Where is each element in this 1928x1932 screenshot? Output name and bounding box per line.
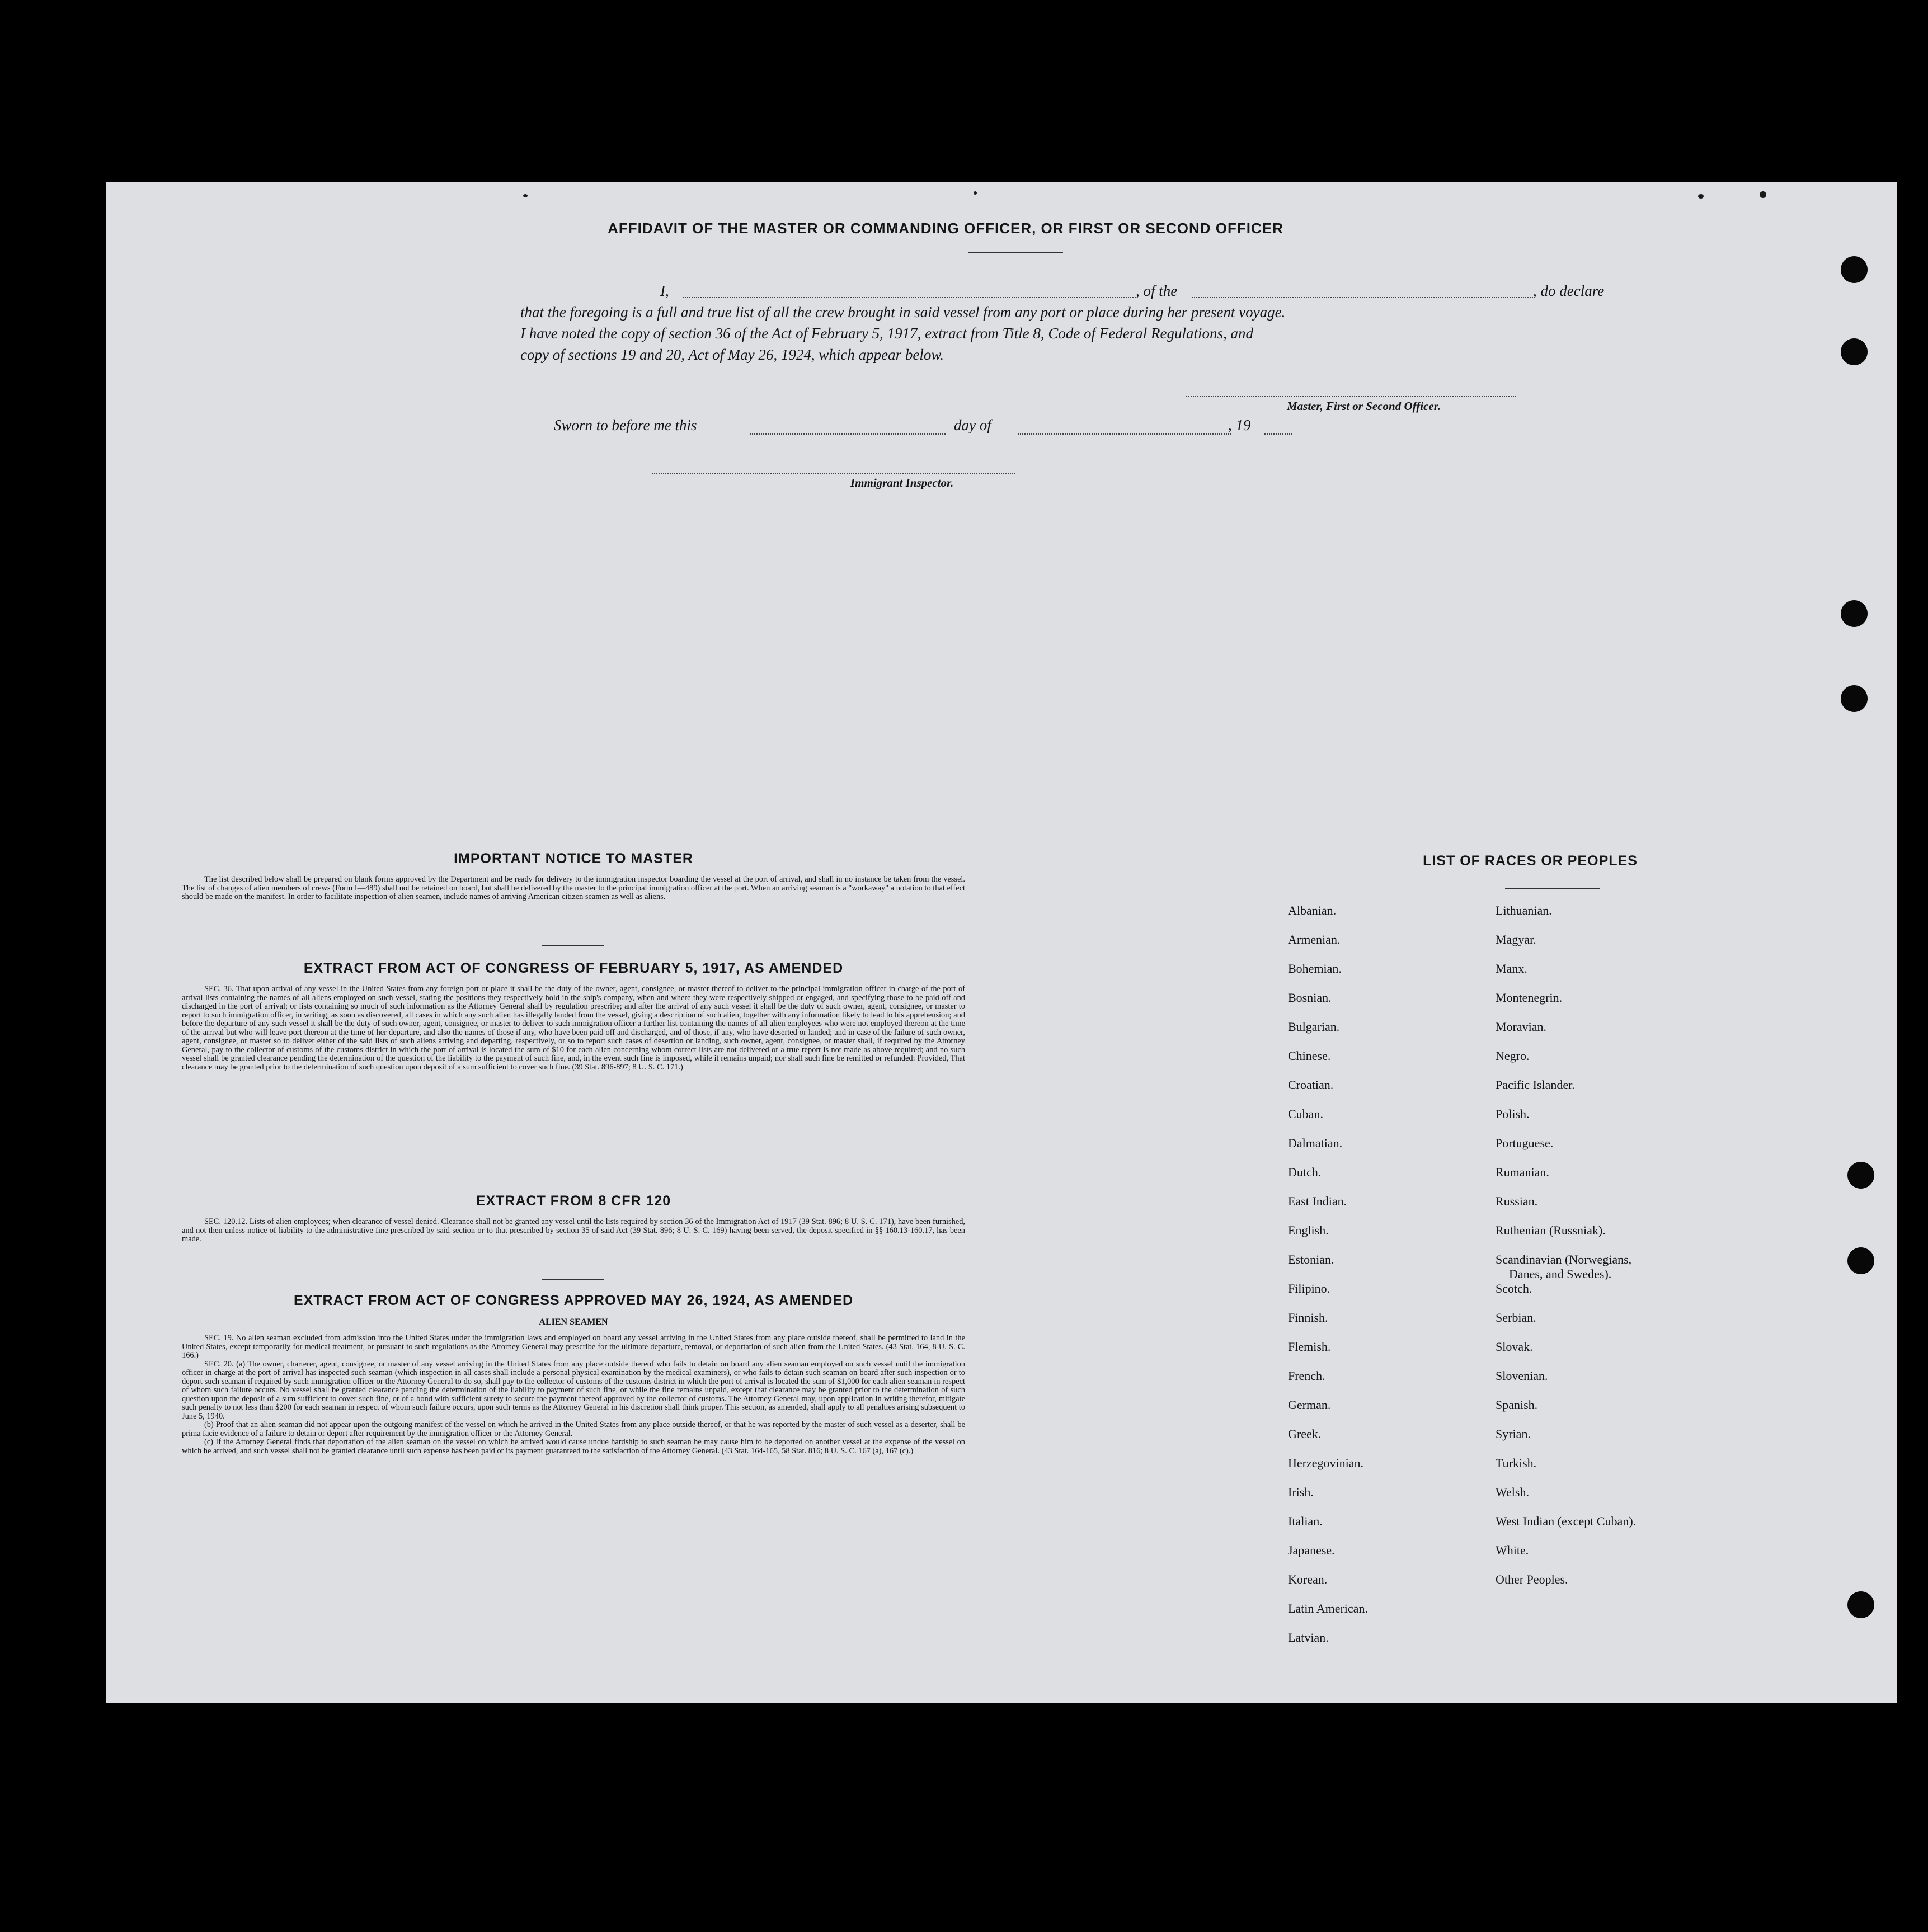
race-label: Turkish. <box>1496 1456 1537 1470</box>
punch-hole <box>1841 685 1868 712</box>
race-item <box>1496 1136 1636 1165</box>
race-label: Manx. <box>1496 962 1527 976</box>
sec-36-paragraph: SEC. 36. That upon arrival of any vessel in the United States from any foreign port or place it shall be the duty of the owner, agent, consignee, or master thereof to deliver to the principal immigration officer in charge of the port of arrival lists containing the names of all aliens employed on such vessel, stating the positions they respectively hold in the ship's company, when and where they were respectively shipped or engaged, and specifying those to be paid off and discharged in the port of arrival; or lists containing so much of such information as the Attorney General shall by regulation prescribe; and after the arrival of any such vessel it shall be the duty of such owner, agent, consignee, or master to report to such immigration officer, in writing, as soon as discovered, all cases in which any such alien has illegally landed from the vessel, giving a description of such alien, together with any information likely to lead to his apprehension; and before the departure of any such vessel it shall be the duty of such owner, agent, consignee, or master to deliver to such immigration officer a further list containing the names of all alien employees who were not employed thereon at the time of the arrival but who will leave port thereon at the time of her departure, and also the names of those if any, who have been paid off and discharged, and of those, if any, who have deserted or landed; and in case of the failure of such owner, agent, consignee, or master so to deliver either of the said lists of such aliens arriving and departing, respectively, or so to report such cases of desertion or landing, such owner, agent, consignee, or master shall, if required by the Attorney General, pay to the collector of customs of the customs district in which the port of arrival is located the sum of $10 for each alien concerning whom correct lists are not delivered or a true report is not made as above required; and no such vessel shall be granted clearance pending the determination of the question of the liability to the payment of such fine, and, in the event such fine is imposed, while it remains unpaid; nor shall such fine be remitted or refunded: Provided, That clearance may be granted prior to the determination of such question upon deposit of a sum sufficient to cover such fine. (39 Stat. 896-897; 8 U. S. C. 171.) <box>182 984 965 1072</box>
sec-20b-paragraph: (b) Proof that an alien seaman did not appear upon the outgoing manifest of the vessel on which he arrived in the United States from any place outside thereof, or that he was reported by the master of such vessel as a deserter, shall be prima facie evidence of a failure to detain or deport after requirement by the immigration officer or the Attorney General. <box>182 1420 965 1438</box>
race-item <box>1288 962 1368 991</box>
race-item <box>1288 1572 1368 1601</box>
inspector-signature-line[interactable] <box>652 473 1015 474</box>
sworn-line <box>554 417 1449 439</box>
day-of-label: day of <box>954 417 991 433</box>
race-label: Croatian. <box>1288 1078 1334 1092</box>
year-label: , 19 <box>1228 417 1251 433</box>
sworn-month-field[interactable] <box>1018 433 1231 435</box>
ink-speck <box>523 194 528 197</box>
race-label: White. <box>1496 1543 1529 1557</box>
sec-20a-paragraph: SEC. 20. (a) The owner, charterer, agent, consignee, or master of any vessel arriving in the United States from any place outside thereof who fails to detain on board any alien seaman employed on such vessel until the immigration officer in charge at the port of arrival has inspected such seaman (which inspection in all cases shall include a personal physical examination by the medical examiners), or who fails to detain such seaman on board after such inspection or to deport such seaman if required by such immigration officer or the Attorney General to do so, shall pay to the collector of customs of the customs district in which the port of arrival is located the sum of $1,000 for each alien seaman in respect of whom such failure occurs. No vessel shall be granted clearance pending the determination of the liability to payment of such fine, or while the fine remains unpaid, except that clearance may be granted prior to the determination of such question upon the deposit of a sum sufficient to cover such fine, or of a bond with sufficient surety to secure the payment thereof approved by the collector of customs. The Attorney General may, upon application in writing therefor, mitigate such penalty to not less than $200 for each seaman in respect of whom such failure occurs, upon such terms as the Attorney General in his discretion shall think proper. This section, as amended, shall apply to all penalties arising subsequent to June 5, 1940. <box>182 1359 965 1421</box>
sec-20c-paragraph: (c) If the Attorney General finds that deportation of the alien seaman on the vessel on which he arrived would cause undue hardship to such seaman he may cause him to be deported on another vessel at the expense of the vessel on which he arrived, and such vessel shall not be granted clearance until such expense has been paid or its payment guaranteed to the satisfaction of the Attorney General. (43 Stat. 164-165, 58 Stat. 816; 8 U. S. C. 167 (a), 167 (c).) <box>182 1438 965 1455</box>
of-the-label: , of the <box>1136 282 1178 299</box>
race-label: Cuban. <box>1288 1107 1323 1121</box>
punch-hole <box>1841 600 1868 627</box>
race-item <box>1496 1281 1636 1311</box>
race-label: Latvian. <box>1288 1631 1329 1644</box>
race-item <box>1496 1049 1636 1078</box>
race-item <box>1288 1340 1368 1369</box>
race-label: Serbian. <box>1496 1311 1536 1325</box>
race-label: Irish. <box>1288 1485 1314 1499</box>
race-label: Rumanian. <box>1496 1165 1549 1179</box>
master-signature-label: Master, First or Second Officer. <box>1287 399 1441 413</box>
race-label: Welsh. <box>1496 1485 1529 1499</box>
race-item <box>1288 1020 1368 1049</box>
race-item <box>1496 1165 1636 1194</box>
race-item <box>1496 962 1636 991</box>
race-item <box>1496 1311 1636 1340</box>
race-item <box>1288 1311 1368 1340</box>
race-label: Finnish. <box>1288 1311 1328 1325</box>
extract-1917-title: EXTRACT FROM ACT OF CONGRESS OF FEBRUARY 5, 1917, AS AMENDED <box>303 960 844 976</box>
race-item <box>1288 1369 1368 1398</box>
declaration-text <box>520 280 1628 365</box>
race-item <box>1496 1398 1636 1427</box>
race-label: Estonian. <box>1288 1252 1334 1266</box>
race-label: Russian. <box>1496 1194 1538 1208</box>
race-label: Bohemian. <box>1288 962 1342 976</box>
ink-speck <box>1698 194 1704 199</box>
declaration-line-2: that the foregoing is a full and true list of all the crew brought in said vessel from any port or place during her present voyage. <box>520 304 1286 321</box>
race-label: Albanian. <box>1288 903 1337 917</box>
race-item <box>1496 1514 1636 1543</box>
extract-cfr-text <box>182 1218 965 1244</box>
race-label: Lithuanian. <box>1496 903 1552 917</box>
race-label: Portuguese. <box>1496 1136 1554 1150</box>
race-label: Korean. <box>1288 1572 1328 1586</box>
race-label: Moravian. <box>1496 1020 1547 1034</box>
do-declare-label: , do declare <box>1533 282 1605 299</box>
race-item <box>1496 1543 1636 1572</box>
race-label: Magyar. <box>1496 932 1536 946</box>
race-item <box>1496 1107 1636 1136</box>
race-item <box>1288 903 1368 932</box>
sworn-year-field[interactable] <box>1264 433 1292 435</box>
race-item <box>1496 1369 1636 1398</box>
race-label: Bulgarian. <box>1288 1020 1340 1034</box>
race-label: German. <box>1288 1398 1331 1412</box>
race-item <box>1496 991 1636 1020</box>
race-item <box>1288 1398 1368 1427</box>
races-divider <box>1505 888 1600 889</box>
race-label: Negro. <box>1496 1049 1530 1063</box>
race-label-continuation: Danes, and Swedes). <box>1509 1267 1612 1281</box>
race-item <box>1288 1514 1368 1543</box>
notice-paragraph: The list described below shall be prepared on blank forms approved by the Department and be ready for delivery to the immigration inspector boarding the vessel at the port of arrival, and shall in no instance be taken from the vessel. The list of changes of alien members of crews (Form I—489) shall not be retained on board, but shall be delivered by the master to the principal immigration officer at the port. When an arriving seaman is a "workaway" a notation to that effect should be made on the manifest. In order to facilitate inspection of alien seamen, include names of arriving American citizen seamen as well as aliens. <box>182 875 965 901</box>
sec-19-paragraph: SEC. 19. No alien seaman excluded from admission into the United States under the immigration laws and employed on board any vessel arriving in the United States from any place outside thereof, shall be permitted to land in the United States, except temporarily for medical treatment, or pursuant to such regulations as the Attorney General may prescribe for the ultimate departure, removal, or deportation of such alien from the United States. (43 Stat. 164, 8 U. S. C. 166.) <box>182 1333 965 1360</box>
race-item <box>1288 1136 1368 1165</box>
races-column-1 <box>1288 903 1368 1660</box>
race-item <box>1288 1456 1368 1485</box>
race-label: Japanese. <box>1288 1543 1335 1557</box>
sec-120-12-paragraph: SEC. 120.12. Lists of alien employees; when clearance of vessel denied. Clearance shall not be granted any vessel until the lists required by section 36 of the Immigration Act of 1917 (39 Stat. 896; 8 U. S. C. 171), have been furnished, and not then unless notice of liability to the administrative fine prescribed by said section or to that prescribed by section 35 of said Act (39 Stat. 896; 8 U. S. C. 169) having been served, the deposit specified in §§ 160.13-160.17, has been made. <box>182 1217 965 1243</box>
race-label: Armenian. <box>1288 932 1341 946</box>
race-item <box>1288 1601 1368 1631</box>
race-item <box>1288 932 1368 962</box>
race-label: Herzegovinian. <box>1288 1456 1363 1470</box>
punch-hole <box>1841 338 1868 365</box>
declaration-line-3: I have noted the copy of section 36 of the Act of February 5, 1917, extract from Title 8, Code of Federal Regulations, and <box>520 325 1254 342</box>
race-item <box>1496 1485 1636 1514</box>
race-label: Italian. <box>1288 1514 1323 1528</box>
alien-seamen-subtitle: ALIEN SEAMEN <box>539 1317 608 1327</box>
notice-text <box>182 875 965 902</box>
race-item <box>1288 1631 1368 1660</box>
race-label: Montenegrin. <box>1496 991 1563 1005</box>
race-label: Slovak. <box>1496 1340 1533 1354</box>
race-item <box>1496 1078 1636 1107</box>
notice-divider <box>542 945 604 946</box>
race-label: Latin American. <box>1288 1601 1368 1615</box>
affidavit-title: AFFIDAVIT OF THE MASTER OR COMMANDING OFFICER, OR FIRST OR SECOND OFFICER <box>608 220 1283 237</box>
race-item <box>1496 932 1636 962</box>
race-label: English. <box>1288 1223 1329 1237</box>
master-signature-line[interactable] <box>1186 396 1516 397</box>
race-label: East Indian. <box>1288 1194 1347 1208</box>
race-label: Ruthenian (Russniak). <box>1496 1223 1606 1237</box>
race-item <box>1288 1281 1368 1311</box>
race-label: West Indian (except Cuban). <box>1496 1514 1637 1528</box>
inspector-signature-label: Immigrant Inspector. <box>850 476 954 489</box>
declaration-line-1 <box>520 280 1628 301</box>
declaration-line-4: copy of sections 19 and 20, Act of May 26, 1924, which appear below. <box>520 346 944 363</box>
race-item <box>1288 1543 1368 1572</box>
extract-1924-title: EXTRACT FROM ACT OF CONGRESS APPROVED MAY 26, 1924, AS AMENDED <box>293 1293 854 1308</box>
extract-1924-text <box>182 1334 965 1455</box>
title-divider <box>968 252 1063 253</box>
race-item <box>1496 1223 1636 1252</box>
race-label: Chinese. <box>1288 1049 1331 1063</box>
race-label: Greek. <box>1288 1427 1322 1441</box>
extract-1917-text <box>182 985 965 1072</box>
ink-speck <box>1760 191 1766 198</box>
race-label: Other Peoples. <box>1496 1572 1568 1586</box>
punch-hole <box>1847 1591 1874 1618</box>
vessel-field[interactable] <box>1192 297 1533 298</box>
race-item <box>1496 1020 1636 1049</box>
race-item <box>1288 1049 1368 1078</box>
sworn-label: Sworn to before me this <box>554 417 697 433</box>
race-label: Flemish. <box>1288 1340 1331 1354</box>
races-column-2 <box>1496 903 1636 1601</box>
race-label: Filipino. <box>1288 1281 1330 1295</box>
cfr-divider <box>542 1279 604 1280</box>
race-item <box>1496 903 1636 932</box>
notice-title: IMPORTANT NOTICE TO MASTER <box>454 851 693 866</box>
document-page <box>106 182 1897 1703</box>
race-item <box>1496 1572 1636 1601</box>
race-item <box>1288 1223 1368 1252</box>
race-item <box>1288 1107 1368 1136</box>
punch-hole <box>1847 1247 1874 1274</box>
extract-cfr-title: EXTRACT FROM 8 CFR 120 <box>476 1193 671 1209</box>
race-item <box>1288 1485 1368 1514</box>
punch-hole <box>1847 1162 1874 1189</box>
i-label: I, <box>660 282 669 299</box>
race-label: Spanish. <box>1496 1398 1538 1412</box>
race-item <box>1496 1252 1636 1281</box>
race-item <box>1288 991 1368 1020</box>
race-item <box>1288 1427 1368 1456</box>
race-label: Slovenian. <box>1496 1369 1548 1383</box>
race-item <box>1496 1456 1636 1485</box>
race-label: Polish. <box>1496 1107 1530 1121</box>
ink-speck <box>974 191 977 195</box>
race-label: French. <box>1288 1369 1325 1383</box>
race-item <box>1496 1340 1636 1369</box>
race-item <box>1496 1427 1636 1456</box>
race-item <box>1288 1252 1368 1281</box>
race-item <box>1496 1194 1636 1223</box>
sworn-day-field[interactable] <box>750 433 946 435</box>
race-label: Scotch. <box>1496 1281 1532 1295</box>
race-label: Scandinavian (Norwegians, <box>1496 1252 1632 1266</box>
race-label: Bosnian. <box>1288 991 1332 1005</box>
race-item <box>1288 1078 1368 1107</box>
race-label: Dutch. <box>1288 1165 1322 1179</box>
punch-hole <box>1841 256 1868 283</box>
race-label: Dalmatian. <box>1288 1136 1343 1150</box>
name-field[interactable] <box>683 297 1136 298</box>
race-item <box>1288 1165 1368 1194</box>
race-label: Syrian. <box>1496 1427 1531 1441</box>
race-item <box>1288 1194 1368 1223</box>
race-label: Pacific Islander. <box>1496 1078 1575 1092</box>
races-title: LIST OF RACES OR PEOPLES <box>1423 853 1638 869</box>
